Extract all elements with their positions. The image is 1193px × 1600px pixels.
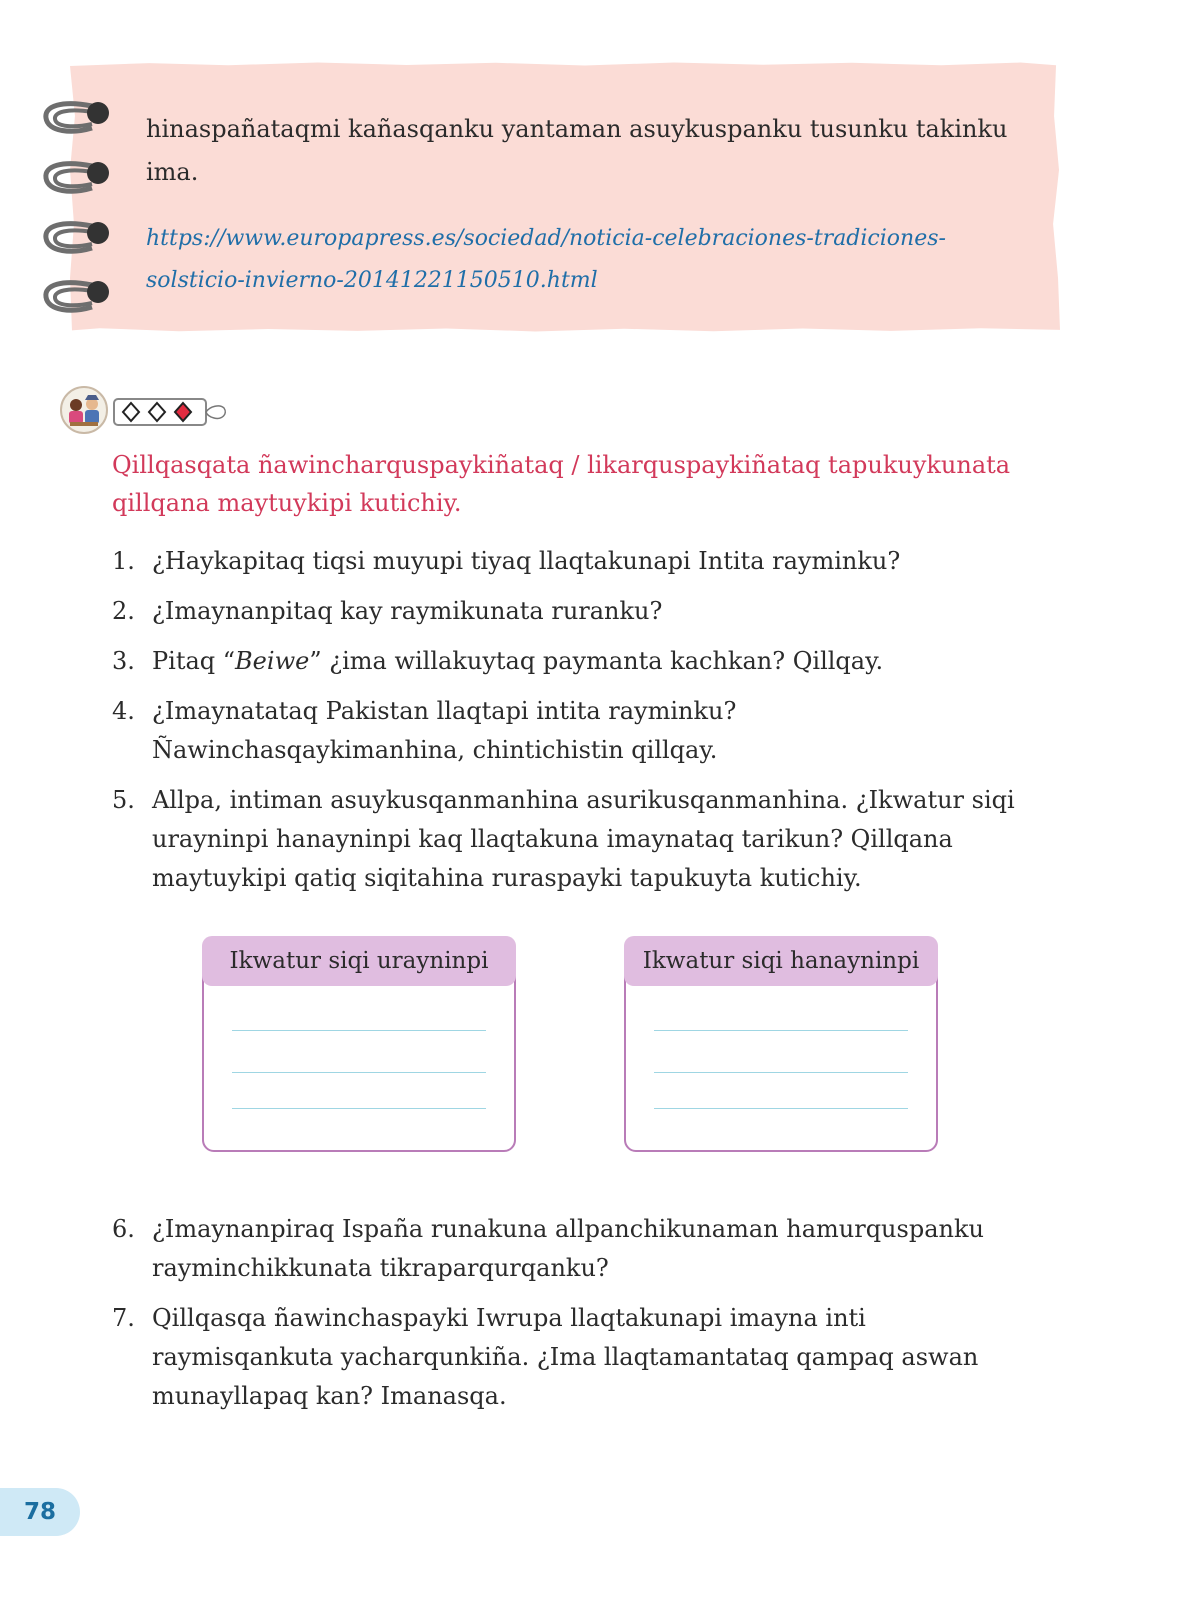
answer-box-north	[624, 938, 938, 1152]
notebook-ring-icon	[42, 158, 117, 200]
question-item: 5. Allpa, intiman asuykusqanmanhina asurikusqanmanhina. ¿Ikwatur siqi urayninpi hanayninpi kaq llaqtakuna imaynataq tarikun? Qillqana maytuykipi qatiq siqitahina ruraspayki tapukuyta kutichiy.	[112, 786, 1015, 892]
notebook-ring-icon	[42, 98, 117, 140]
question-text: Allpa, intiman asuykusqanmanhina asurikusqanmanhina. ¿Ikwatur siqi urayninpi hanayninpi kaq llaqtakuna imaynataq tarikun? Qillqana maytuykipi qatiq siqitahina ruraspayki tapukuyta kutichiy.	[152, 786, 1015, 892]
question-item: 3. Pitaq “Beiwe” ¿ima willakuytaq paymanta kachkan? Qillqay.	[112, 647, 884, 675]
source-link[interactable]: https://www.europapress.es/sociedad/noticia-celebraciones-tradiciones-solsticio-invierno-20141221150510.html	[146, 226, 946, 293]
writing-line[interactable]	[232, 1030, 486, 1031]
question-text: Pitaq “Beiwe” ¿ima willakuytaq paymanta kachkan? Qillqay.	[152, 647, 884, 675]
notebook-ring-icon	[42, 218, 117, 260]
question-item: 2. ¿Imaynanpitaq kay raymikunata ruranku?	[112, 597, 663, 625]
question-list-2	[112, 1210, 1052, 1427]
note-text: hinaspañataqmi kañasqanku yantaman asuykuspanku tusunku takinku ima.	[146, 115, 1008, 186]
notebook-ring-icon	[42, 277, 117, 319]
writing-line[interactable]	[232, 1072, 486, 1073]
question-text: ¿Imaynatataq Pakistan llaqtapi intita rayminku? Ñawinchasqaykimanhina, chintichistin qillqay.	[152, 697, 737, 764]
question-text: ¿Haykapitaq tiqsi muyupi tiyaq llaqtakunapi Intita rayminku?	[152, 547, 901, 575]
question-text: ¿Imaynanpitaq kay raymikunata ruranku?	[152, 597, 663, 625]
question-text: Qillqasqa ñawinchaspayki Iwrupa llaqtakunapi imayna inti raymisqankuta yacharqunkiña. ¿Ima llaqtamantataq qampaq aswan munayllapaq kan? Imanasqa.	[152, 1304, 979, 1410]
writing-line[interactable]	[654, 1108, 908, 1109]
page-number: 78	[0, 1488, 80, 1536]
activity-icon	[60, 386, 230, 436]
emphasis-term: Beiwe	[235, 647, 310, 675]
answer-box-south	[202, 938, 516, 1152]
students-avatar-icon	[61, 387, 107, 433]
question-item: 4. ¿Imaynatataq Pakistan llaqtapi intita rayminku? Ñawinchasqaykimanhina, chintichistin qillqay.	[112, 697, 737, 764]
writing-line[interactable]	[232, 1108, 486, 1109]
question-list-1	[112, 542, 1052, 909]
question-item: 7. Qillqasqa ñawinchaspayki Iwrupa llaqtakunapi imayna inti raymisqankuta yacharqunkiña. ¿Ima llaqtamantataq qampaq aswan munayllapaq kan? Imanasqa.	[112, 1304, 979, 1410]
difficulty-diamonds-icon	[114, 399, 225, 425]
activity-instruction: Qillqasqata ñawincharquspaykiñataq / likarquspaykiñataq tapukuykunata qillqana maytuykipi kutichiy.	[112, 451, 1011, 517]
answer-box-title: Ikwatur siqi urayninpi	[202, 936, 516, 986]
writing-line[interactable]	[654, 1072, 908, 1073]
question-text: ¿Imaynanpiraq Ispaña runakuna allpanchikunaman hamurquspanku rayminchikkunata tikraparqurqanku?	[152, 1215, 984, 1282]
question-item: 6. ¿Imaynanpiraq Ispaña runakuna allpanchikunaman hamurquspanku rayminchikkunata tikraparqurqanku?	[112, 1215, 984, 1282]
writing-line[interactable]	[654, 1030, 908, 1031]
question-item: 1. ¿Haykapitaq tiqsi muyupi tiyaq llaqtakunapi Intita rayminku?	[112, 547, 901, 575]
answer-box-title: Ikwatur siqi hanayninpi	[624, 936, 938, 986]
